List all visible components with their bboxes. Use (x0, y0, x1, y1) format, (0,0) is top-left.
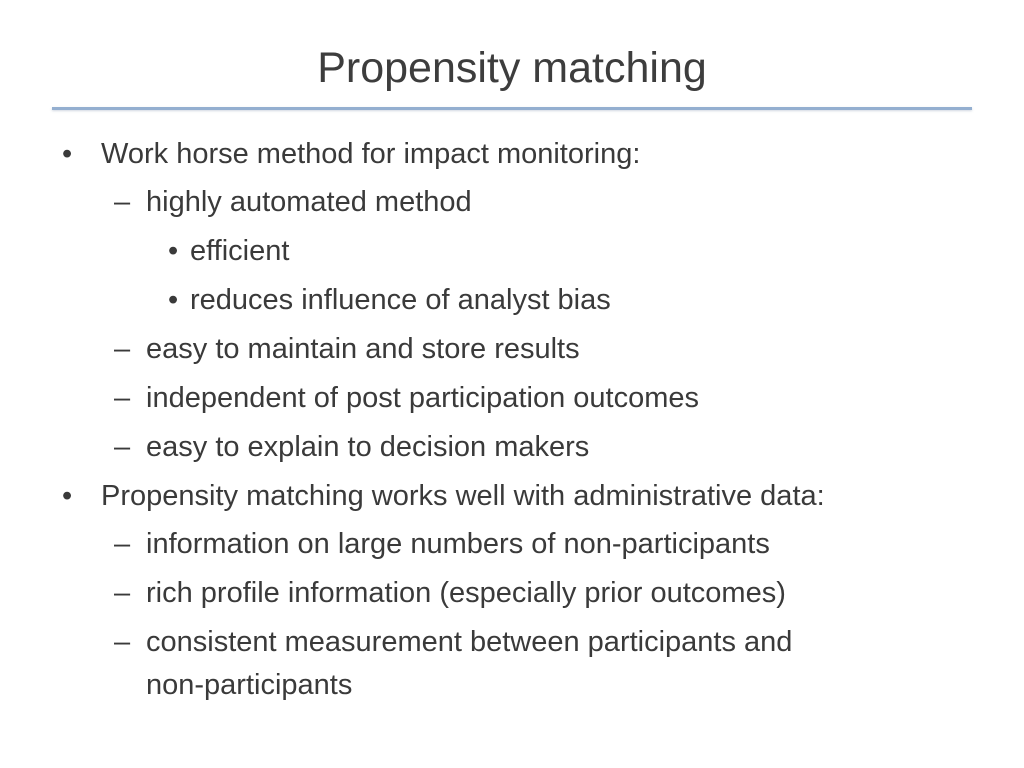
dash-marker: – (114, 333, 131, 365)
sub-bullet-text: independent of post participation outcomes (146, 382, 699, 414)
dash-marker: – (114, 528, 131, 560)
sub-sub-bullet-text: reduces influence of analyst bias (190, 284, 611, 316)
bullet-text: Work horse method for impact monitoring: (101, 138, 641, 170)
dash-marker: – (114, 577, 131, 609)
sub-bullet-item (0, 181, 1024, 230)
dash-marker: – (114, 186, 131, 218)
slide-title: Propensity matching (317, 44, 707, 92)
title-divider (52, 107, 972, 110)
sub-bullet-item (0, 523, 1024, 572)
sub-bullet-text: rich profile information (especially prior outcomes) (146, 577, 786, 609)
bullet-list (0, 133, 1024, 711)
dash-marker: – (114, 382, 131, 414)
sub-bullet-item (0, 621, 1024, 711)
sub-sub-bullet-text: efficient (190, 235, 290, 267)
sub-bullet-item (0, 377, 1024, 426)
sub-bullet-item (0, 328, 1024, 377)
sub-bullet-text: easy to maintain and store results (146, 333, 580, 365)
bullet-marker: • (168, 284, 179, 316)
sub-sub-bullet-item (0, 230, 1024, 279)
sub-sub-bullet-item (0, 279, 1024, 328)
bullet-item (0, 133, 1024, 181)
bullet-marker: • (62, 138, 73, 170)
dash-marker: – (114, 431, 131, 463)
sub-bullet-text: easy to explain to decision makers (146, 431, 590, 463)
bullet-item (0, 475, 1024, 523)
bullet-marker: • (168, 235, 179, 267)
sub-bullet-item (0, 426, 1024, 475)
sub-bullet-text: highly automated method (146, 186, 472, 218)
dash-marker: – (114, 626, 131, 658)
sub-bullet-item (0, 572, 1024, 621)
bullet-text: Propensity matching works well with administrative data: (101, 480, 825, 512)
sub-bullet-text: consistent measurement between participants and (146, 626, 793, 658)
sub-bullet-text: information on large numbers of non-participants (146, 528, 770, 560)
bullet-marker: • (62, 480, 73, 512)
sub-bullet-continuation: non-participants (146, 669, 353, 701)
